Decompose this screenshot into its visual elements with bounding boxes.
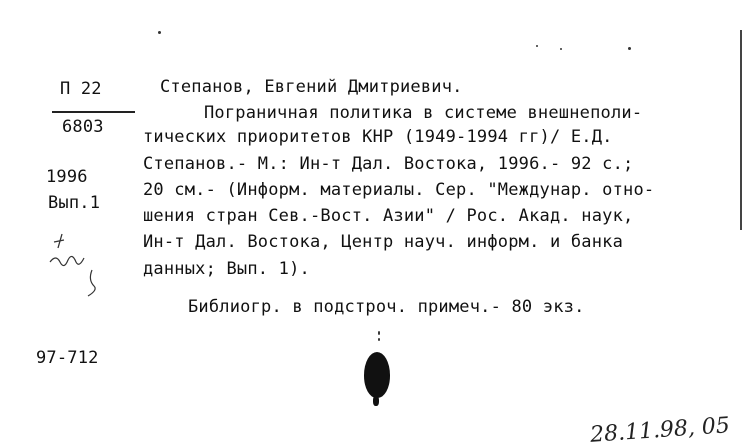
author-heading: Степанов, Евгений Дмитриевич.	[160, 77, 463, 97]
shelf-divider-line	[52, 111, 135, 113]
scan-speck	[628, 47, 631, 50]
scan-speck	[536, 45, 538, 47]
entry-line-4: 20 см.- (Информ. материалы. Сер. "Междунар. отно-	[143, 180, 655, 200]
entry-line-1: Пограничная политика в системе внешнеполи-	[204, 103, 643, 123]
ink-blot	[364, 352, 390, 398]
entry-line-5: шения стран Сев.-Вост. Азии" / Рос. Акад. наук,	[143, 206, 634, 226]
handwritten-date: 28.11.98, 05	[589, 413, 731, 448]
shelf-year: 1996	[46, 167, 88, 187]
handwritten-scribble	[48, 230, 104, 300]
entry-line-7: данных; Вып. 1).	[143, 259, 310, 279]
entry-line-6: Ин-т Дал. Востока, Центр науч. информ. и банка	[143, 232, 624, 252]
shelf-issue: Вып.1	[48, 193, 101, 213]
entry-line-2: тических приоритетов КНР (1949-1994 гг)/ Е.Д.	[143, 127, 613, 147]
shelf-number: 6803	[62, 117, 104, 137]
scan-speck	[560, 48, 562, 50]
inventory-number: 97-712	[36, 348, 99, 368]
scan-speck	[378, 331, 380, 335]
scan-speck	[378, 338, 380, 341]
shelf-code: П 22	[60, 79, 102, 99]
card-edge-line	[740, 30, 742, 230]
bibliography-note: Библиогр. в подстроч. примеч.- 80 экз.	[188, 297, 585, 317]
entry-line-3: Степанов.- М.: Ин-т Дал. Востока, 1996.- 92 с.;	[143, 154, 634, 174]
ink-blot-tail	[373, 396, 379, 406]
scan-speck	[158, 31, 161, 34]
